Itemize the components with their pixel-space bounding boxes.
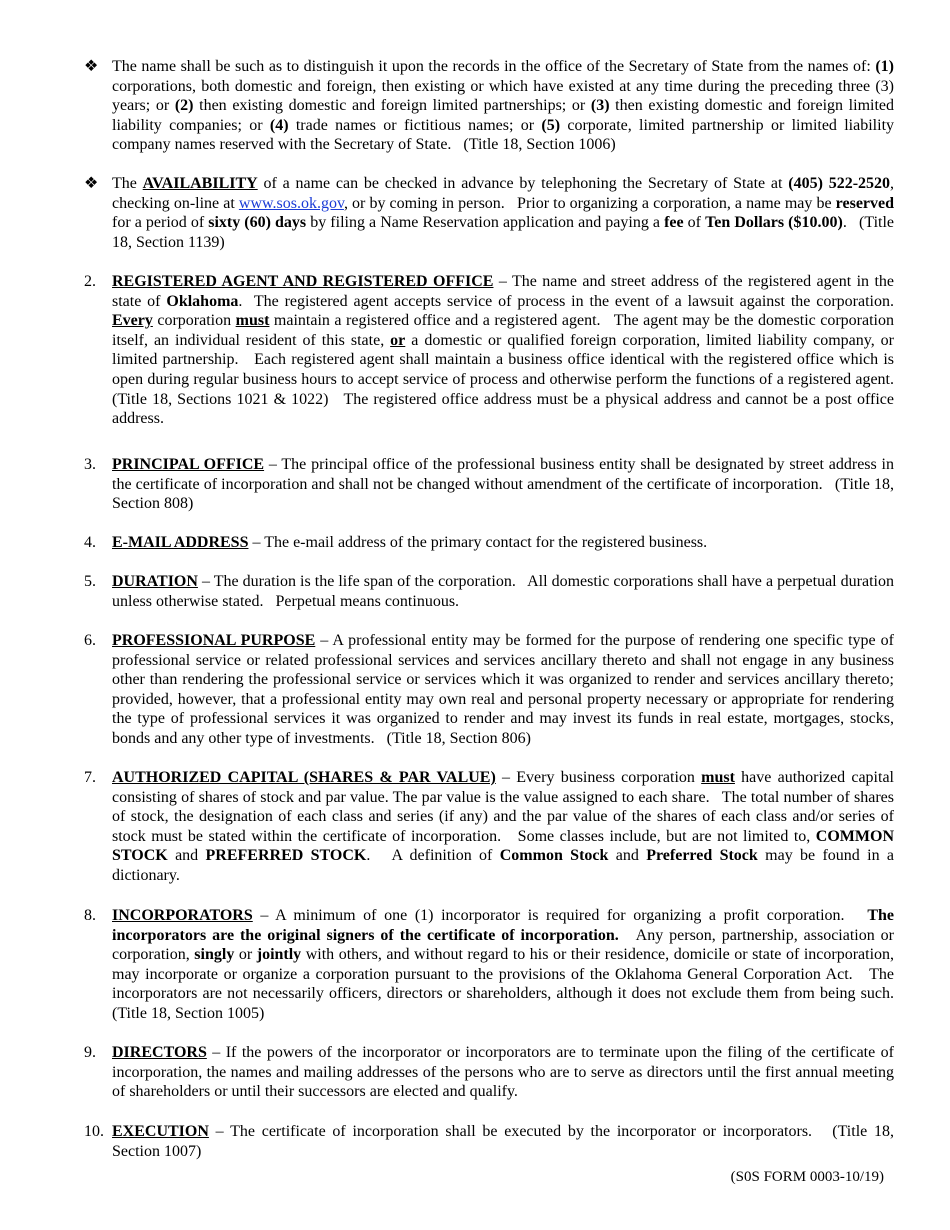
bold-text: Common Stock bbox=[499, 847, 609, 865]
body-text: – A minimum of one (1) incorporator is required for organizing a profit corporation. bbox=[252, 907, 868, 924]
professional-purpose-item bbox=[84, 631, 899, 749]
item-number: 10. bbox=[84, 1123, 104, 1140]
body-text: of a name can be checked in advance by telephoning the Secretary of State at bbox=[257, 175, 789, 192]
item-text bbox=[112, 768, 899, 886]
body-text: – The e-mail address of the primary contact for the registered business. bbox=[248, 534, 708, 551]
body-text: or bbox=[234, 946, 257, 964]
item-number: 3. bbox=[84, 456, 96, 473]
bold-text: reserved bbox=[835, 194, 895, 212]
item-text bbox=[112, 533, 894, 553]
item-number: 4. bbox=[84, 534, 96, 551]
emphasis-text: Every bbox=[112, 312, 153, 330]
body-text: corporate, limited partnership or limited liability company names reserved with the Secretary of State. (Title 18, Section 1006) bbox=[112, 116, 899, 154]
directors-item bbox=[84, 1043, 898, 1102]
body-text: – The duration is the life span of the corporation. All domestic corporations shall have a perpetual duration unless otherwise stated. Perpetual means continuous. bbox=[112, 573, 898, 610]
emphasis-text: PROFESSIONAL PURPOSE bbox=[112, 632, 316, 649]
emphasis-text: INCORPORATORS bbox=[112, 907, 253, 924]
email-address-item bbox=[84, 533, 894, 553]
item-text bbox=[112, 174, 899, 252]
body-text: The name shall be such as to distinguish it upon the records in the office of the Secretary of State from the names of: bbox=[112, 58, 876, 75]
emphasis-text: EXECUTION bbox=[112, 1123, 209, 1140]
incorporators-item bbox=[84, 906, 906, 1024]
emphasis-text: DURATION bbox=[112, 573, 198, 590]
body-text: – The principal office of the professional business entity shall be designated by street address in the certificate of incorporation and shall not be changed without amendment of the certificate of incorporation. (Title 18, Section 808) bbox=[112, 456, 899, 513]
emphasis-text: PRINCIPAL OFFICE bbox=[112, 456, 265, 473]
body-text: have authorized capital consisting of shares of stock and par value. The par value is the value assigned to each share. The total number of shares of stock, the designation of each class and series (if any) and the par value of the shares of each class and/or series of stock must be stated within the certificate of incorporation. Some classes include, but are not limited to, bbox=[112, 769, 898, 845]
bold-text: The incorporators are the original signers of the certificate of incorporation. bbox=[112, 907, 898, 944]
body-text: and bbox=[608, 847, 647, 865]
item-number: 5. bbox=[84, 573, 96, 590]
execution-item bbox=[84, 1122, 898, 1161]
diamond-bullet-icon: ❖ bbox=[84, 175, 99, 192]
bold-text: singly bbox=[194, 946, 235, 964]
item-text bbox=[112, 1043, 898, 1102]
registered-agent-item bbox=[84, 272, 906, 429]
body-text: The bbox=[112, 175, 143, 192]
bold-text: (5) bbox=[541, 116, 561, 134]
item-text bbox=[112, 631, 899, 749]
diamond-bullet-icon: ❖ bbox=[84, 58, 99, 75]
body-text: by filing a Name Reservation application and paying a bbox=[306, 214, 665, 232]
authorized-capital-item bbox=[84, 768, 899, 886]
item-number: 2. bbox=[84, 273, 96, 290]
availability-bullet bbox=[84, 174, 899, 252]
principal-office-item bbox=[84, 455, 899, 514]
sos-website-link[interactable]: www.sos.ok.gov bbox=[238, 194, 344, 212]
item-text bbox=[112, 272, 906, 429]
body-text: – A professional entity may be formed for the purpose of rendering one specific type of professional service or related professional services and services ancillary thereto and shall not engage in any business other than rendering the professional service or services which it was organized to render and services ancillary thereto; provided, however, that a professional entity may own real and personal property necessary or appropriate for rendering the type of professional services it was organized to render and may invest its funds in real estate, mortgages, stocks, bonds and any other type of investments. (Title 18, Section 806) bbox=[112, 632, 899, 747]
body-text: may be found in a dictionary. bbox=[112, 847, 899, 884]
body-text: . A definition of bbox=[366, 847, 500, 865]
item-text bbox=[112, 906, 906, 1024]
body-text: maintain a registered office and a registered agent. The agent may be the domestic corporation itself, an individual resident of this state, bbox=[112, 312, 899, 349]
item-text bbox=[112, 455, 899, 514]
body-text: – The name and street address of the registered agent in the state of bbox=[112, 273, 899, 310]
bold-text: fee bbox=[664, 214, 684, 232]
item-text bbox=[112, 572, 898, 611]
bold-text: sixty (60) days bbox=[208, 214, 307, 232]
body-text: corporations, both domestic and foreign, then existing or which have existed at any time during the preceding three (3) years; or bbox=[112, 58, 898, 115]
item-number: 9. bbox=[84, 1044, 96, 1061]
body-text: a domestic or qualified foreign corporation, limited liability company, or limited partnership. Each registered agent shall maintain a business office identical with the registered office which is open during regular business hours to accept service of process and otherwise perform the functions of a registered agent. (Title 18, Sections 1021 & 1022) The registered office address must be a physical address and cannot be a post office address. bbox=[112, 331, 906, 428]
emphasis-text: must bbox=[235, 312, 270, 330]
name-rule-bullet bbox=[84, 57, 899, 155]
body-text: then existing domestic and foreign limited partnerships; or bbox=[193, 97, 591, 115]
bold-text: (4) bbox=[269, 116, 289, 134]
emphasis-text: DIRECTORS bbox=[112, 1044, 207, 1061]
emphasis-text: AUTHORIZED CAPITAL (SHARES & PAR VALUE) bbox=[112, 769, 496, 786]
bold-text: PREFERRED STOCK bbox=[205, 847, 367, 865]
item-number: 6. bbox=[84, 632, 96, 649]
item-text bbox=[112, 57, 899, 155]
body-text: with others, and without regard to his or their residence, domicile or state of incorporation, may incorporate or organize a corporation pursuant to the provisions of the Oklahoma General Corporation Act. The incorporators are not necessarily officers, directors or shareholders, although it does not exclude them from being such. (Title 18, Section 1005) bbox=[112, 946, 906, 1022]
item-text bbox=[112, 1122, 898, 1161]
item-number: 7. bbox=[84, 769, 96, 786]
body-text: . (Title 18, Section 1139) bbox=[112, 214, 899, 251]
body-text: trade names or fictitious names; or bbox=[288, 116, 542, 134]
emphasis-text: or bbox=[390, 331, 406, 349]
bold-text: (405) 522-2520 bbox=[788, 175, 891, 192]
bold-text: (1) bbox=[875, 58, 894, 75]
body-text: and bbox=[167, 847, 206, 865]
bold-text: (2) bbox=[174, 97, 194, 115]
emphasis-text: REGISTERED AGENT AND REGISTERED OFFICE bbox=[112, 273, 494, 290]
body-text: corporation bbox=[152, 312, 236, 330]
emphasis-text: E-MAIL ADDRESS bbox=[112, 534, 249, 551]
body-text: – If the powers of the incorporator or incorporators are to terminate upon the filing of the certificate of incorporation, the names and mailing addresses of the persons who are to serve as directors until the first annual meeting of shareholders or until their successors are elected and qualify. bbox=[112, 1044, 898, 1101]
bold-text: COMMON STOCK bbox=[112, 827, 898, 865]
body-text: . The registered agent accepts service of process in the event of a lawsuit against the corporation. bbox=[238, 292, 902, 310]
body-text: of bbox=[683, 214, 706, 232]
body-text: , or by coming in person. Prior to organizing a corporation, a name may be bbox=[343, 194, 836, 212]
body-text: – Every business corporation bbox=[495, 769, 702, 786]
bold-text: jointly bbox=[256, 946, 302, 964]
body-text: then existing domestic and foreign limited liability companies; or bbox=[112, 97, 899, 134]
item-number: 8. bbox=[84, 907, 96, 924]
bold-text: Ten Dollars ($10.00) bbox=[705, 214, 843, 232]
bold-text: (3) bbox=[590, 97, 610, 115]
body-text: , checking on-line at bbox=[112, 175, 899, 212]
emphasis-text: must bbox=[701, 769, 735, 786]
body-text: – The certificate of incorporation shall be executed by the incorporator or incorporators. (Title 18, Section 1007) bbox=[112, 1123, 898, 1160]
bold-text: Oklahoma bbox=[166, 292, 239, 310]
body-text: Any person, partnership, association or corporation, bbox=[112, 926, 898, 964]
bold-text: Preferred Stock bbox=[646, 847, 758, 865]
form-number-footer: (S0S FORM 0003-10/19) bbox=[730, 1169, 884, 1185]
duration-item bbox=[84, 572, 898, 611]
emphasis-text: AVAILABILITY bbox=[142, 175, 258, 192]
body-text: for a period of bbox=[112, 194, 899, 232]
